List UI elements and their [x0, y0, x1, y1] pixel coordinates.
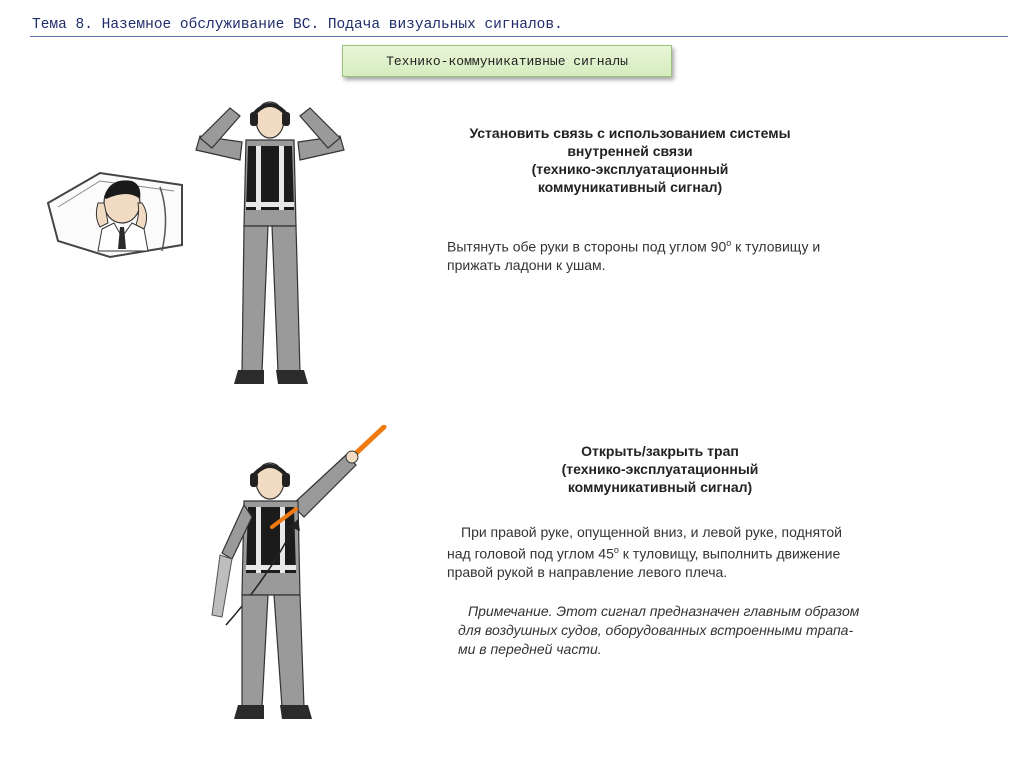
marshaller-airstair-signal-illustration	[200, 425, 400, 725]
title-divider	[30, 36, 1008, 37]
text-segment: Вытянуть обе руки в стороны под углом 90	[447, 238, 727, 255]
signal-2-note	[458, 602, 928, 659]
signal-1-description-line	[447, 234, 917, 256]
signal-1-heading-line: Установить связь с использованием системы	[469, 125, 791, 141]
text-segment: правой рукой в направление левого плеча.	[447, 563, 728, 580]
text-segment: над головой под углом 45	[447, 545, 614, 562]
text-segment: к туловищу и	[731, 238, 821, 255]
signal-2-note-line: ми в передней части.	[458, 641, 602, 657]
signal-2-description-line	[447, 563, 927, 581]
degree-sign: o	[726, 238, 732, 248]
signal-2-description-line	[447, 541, 927, 563]
text-segment: к туловищу, выполнить движение	[618, 545, 841, 562]
text-segment: прижать ладони к ушам.	[447, 256, 606, 273]
signal-2-heading-line: коммуникативный сигнал)	[567, 479, 753, 495]
signal-1-description	[447, 234, 917, 274]
signal-1-heading-line: (технико-эксплуатационный	[531, 161, 729, 177]
text-segment: При правой руке, опущенной вниз, и левой руке, поднятой	[461, 524, 842, 540]
page-title: Тема 8. Наземное обслуживание ВС. Подача визуальных сигналов.	[32, 17, 563, 33]
signal-2-heading-line: Открыть/закрыть трап	[581, 443, 739, 459]
signal-2-note-line: для воздушных судов, оборудованных встроенными трапа-	[458, 622, 854, 638]
degree-sign: o	[613, 545, 619, 555]
signal-2-note-line: Примечание. Этот сигнал предназначен главным образом	[468, 603, 860, 619]
signal-2-description	[447, 523, 927, 581]
section-badge: Технико-коммуникативные сигналы	[342, 45, 672, 77]
signal-2-description-line	[447, 523, 927, 541]
signal-1-heading	[430, 124, 830, 196]
signal-2-heading	[500, 442, 820, 496]
pilot-cockpit-illustration	[40, 165, 190, 265]
signal-1-heading-line: внутренней связи	[567, 143, 693, 159]
marshaller-intercom-signal-illustration	[190, 98, 350, 393]
signal-1-description-line	[447, 256, 917, 274]
signal-1-heading-line: коммуникативный сигнал)	[537, 179, 723, 195]
signal-2-heading-line: (технико-эксплуатационный	[561, 461, 759, 477]
